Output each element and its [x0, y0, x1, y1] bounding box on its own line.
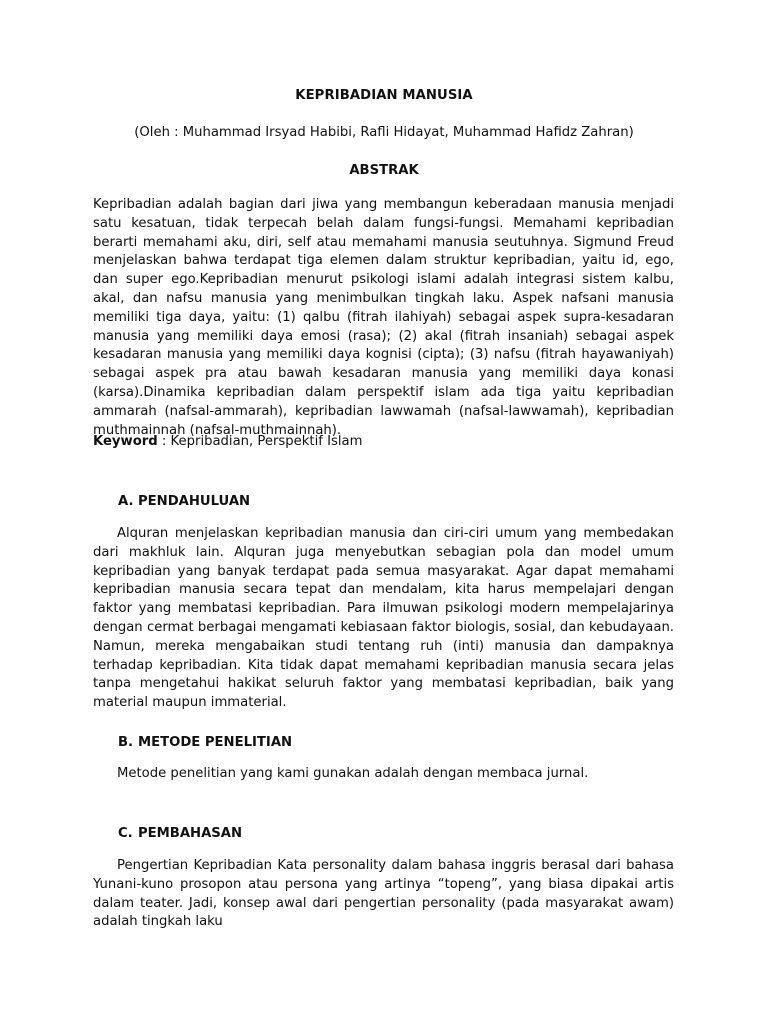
section-heading-metode-penelitian: [118, 735, 292, 750]
abstract-heading: ABSTRAK: [349, 163, 419, 178]
section-title: PEMBAHASAN: [138, 826, 243, 841]
author-line: (Oleh : Muhammad Irsyad Habibi, Rafli Hidayat, Muhammad Hafidz Zahran): [134, 125, 634, 140]
keyword-line: [93, 433, 674, 452]
section-paragraph-pembahasan: Pengertian Kepribadian Kata personality dalam bahasa inggris berasal dari bahasa Yunani-kuno prosopon atau persona yang artinya “topeng”, yang biasa dipakai artis dalam teater. Jadi, konsep awal dari pengertian personality (pada masyarakat awam) adalah tingkah laku: [93, 858, 674, 930]
section-title: PENDAHULUAN: [138, 494, 251, 509]
section-heading-pendahuluan: [118, 494, 250, 509]
keyword-values: : Kepribadian, Perspektif Islam: [157, 434, 363, 449]
abstract-text: Kepribadian adalah bagian dari jiwa yang membangun keberadaan manusia menjadi satu kesatuan, tidak terpecah belah dalam fungsi-fungsi. Memahami kepribadian berarti memahami aku, diri, self atau memahami manusia seutuhnya. Sigmund Freud menjelaskan bahwa terdapat tiga elemen dalam struktur kepribadian, yaitu id, ego, dan super ego.Kepribadian menurut psikologi islami adalah integrasi sistem kalbu, akal, dan nafsu manusia yang menimbulkan tingkah laku. Aspek nafsani manusia memiliki tiga daya, yaitu: (1) qalbu (fitrah ilahiyah) sebagai aspek supra-kesadaran manusia yang memiliki daya emosi (rasa); (2) akal (fitrah insaniah) sebagai aspek kesadaran manusia yang memiliki daya kognisi (cipta); (3) nafsu (fitrah hayawaniyah) sebagai aspek pra atau bawah kesadaran manusia yang memiliki daya konasi (karsa).Dinamika kepribadian dalam perspektif islam ada tiga yaitu kepribadian ammarah (nafsal-ammarah), kepribadian lawwamah (nafsal-lawwamah), kepribadian muthmainnah (nafsal-muthmainnah).: [93, 197, 674, 438]
section-number: A.: [118, 494, 134, 509]
section-paragraph-metode-penelitian: Metode penelitian yang kami gunakan adalah dengan membaca jurnal.: [117, 766, 589, 781]
section-title: METODE PENELITIAN: [138, 735, 293, 750]
section-number: B.: [118, 735, 134, 750]
keyword-label: Keyword: [93, 434, 158, 449]
section-number: C.: [118, 826, 133, 841]
section-heading-pembahasan: [118, 826, 242, 841]
section-paragraph-pendahuluan: Alquran menjelaskan kepribadian manusia dan ciri-ciri umum yang membedakan dari makhluk lain. Alquran juga menyebutkan sebagian pola dan model umum kepribadian yang banyak terdapat pada semua masyarakat. Agar dapat memahami kepribadian manusia secara tepat dan mendalam, kita harus mempelajari dengan faktor yang membatasi kepribadian. Para ilmuwan psikologi modern mempelajarinya dengan cermat berbagai mengamati kebiasaan faktor biologis, sosial, dan kebudayaan. Namun, mereka mengabaikan studi tentang ruh (inti) manusia dan dampaknya terhadap kepribadian. Kita tidak dapat memahami kepribadian manusia secara jelas tanpa mengetahui hakikat seluruh faktor yang membatasi kepribadian, baik yang material maupun immaterial.: [93, 526, 674, 711]
document-title: KEPRIBADIAN MANUSIA: [295, 88, 473, 103]
